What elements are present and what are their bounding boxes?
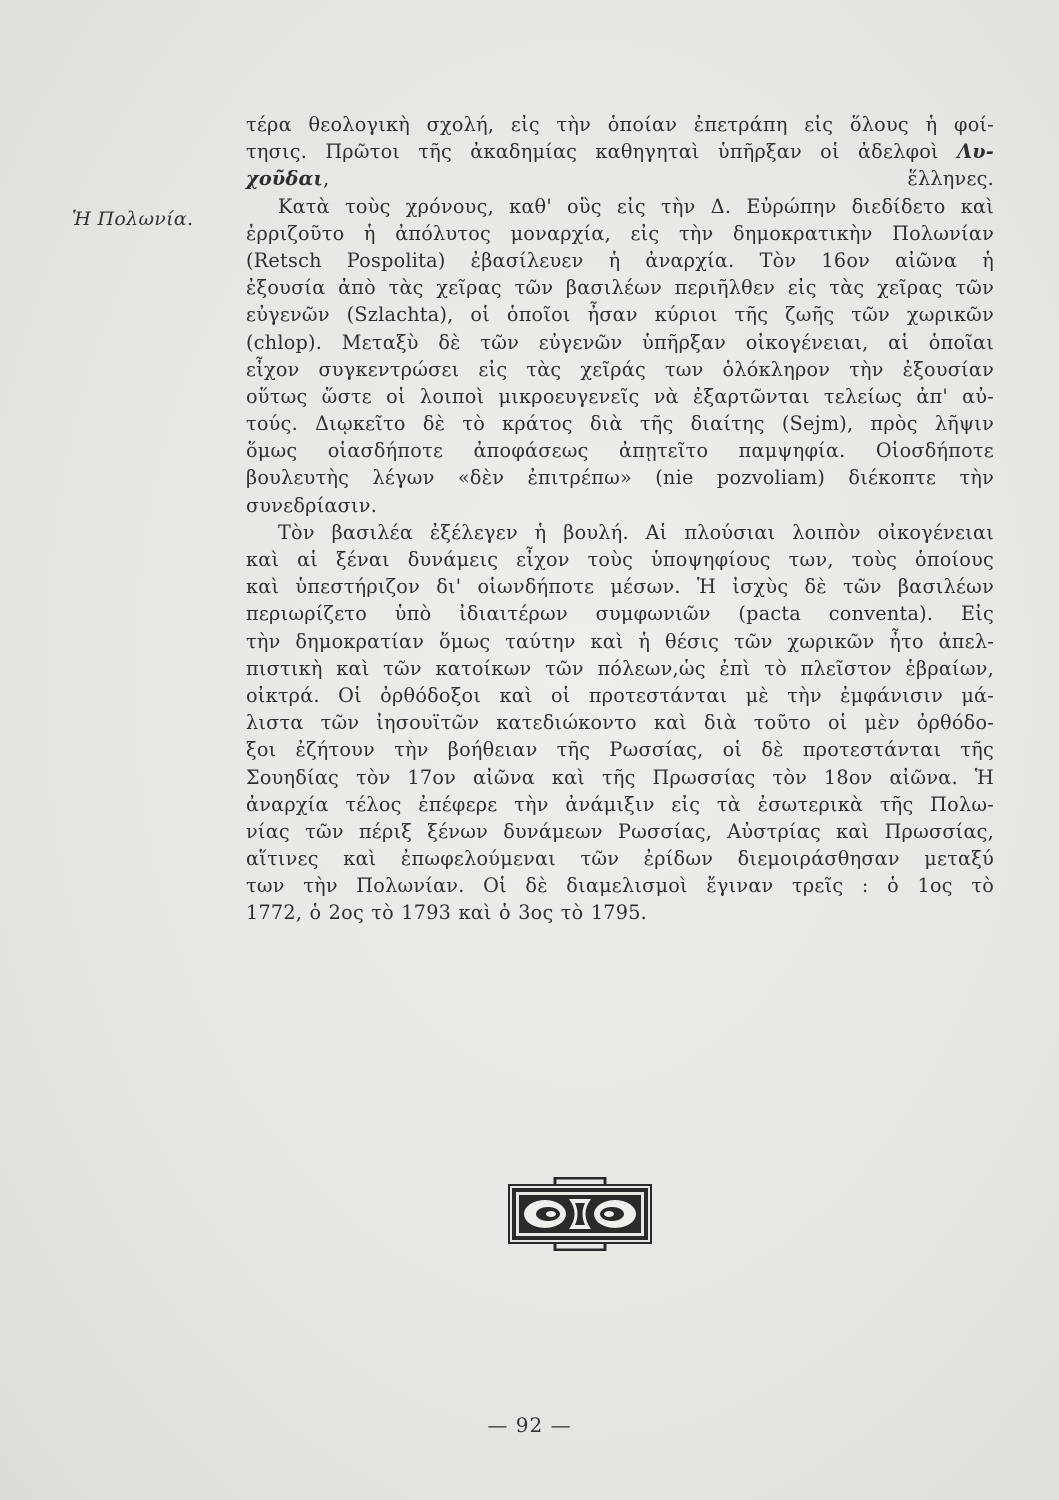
line-text: νίας τῶν πέριξ ξένων δυνάμεων Ρωσσίας, Αὐστρίας καὶ Πρωσσίας, [246, 819, 994, 843]
text-line [246, 356, 994, 383]
text-line [246, 655, 994, 682]
line-text: των τὴν Πολωνίαν. Οἱ δὲ διαμελισμοὶ ἔγιναν τρεῖς : ὁ 1ος τὸ [246, 874, 994, 898]
bold-name: χοῦδαι [246, 167, 324, 191]
line-text: ἐξουσία ἀπὸ τὰς χεῖρας τῶν βασιλέων περιῆλθεν εἰς τὰς χεῖρας τῶν [246, 276, 994, 300]
text-line [246, 138, 994, 165]
text-line [246, 383, 994, 410]
text-line [246, 111, 994, 138]
text-line [246, 764, 994, 791]
decorative-ornament-icon [507, 1177, 653, 1251]
text-line [246, 600, 994, 627]
text-line [246, 818, 994, 845]
line-text: 1772, ὁ 2ος τὸ 1793 καὶ ὁ 3ος τὸ 1795. [246, 901, 648, 925]
text-line [246, 301, 994, 328]
line-text: λιστα τῶν ἰησουϊτῶν κατεδιώκοντο καὶ διὰ τοῦτο οἱ μὲν ὀρθόδο- [246, 711, 994, 735]
text-line [246, 410, 994, 437]
text-line [246, 736, 994, 763]
text-line [246, 220, 994, 247]
text-line [246, 845, 994, 872]
text-line [246, 573, 994, 600]
text-line [246, 437, 994, 464]
line-text: ξοι ἐζήτουν τὴν βοήθειαν τῆς Ρωσσίας, οἱ δὲ προτεστάνται τῆς [246, 738, 994, 762]
line-text: εὐγενῶν (Szlachta), οἱ ὁποῖοι ἦσαν κύριοι τῆς ζωῆς τῶν χωρικῶν [246, 303, 994, 327]
line-text: (Retsch Pospolita) ἐβασίλευεν ἡ ἀναρχία. Τὸν 16ον αἰῶνα ἡ [246, 248, 994, 272]
line-text: εἶχον συγκεντρώσει εἰς τὰς χεῖράς των ὁλόκληρον τὴν ἐξουσίαν [246, 357, 994, 381]
bold-name: Λυ- [957, 140, 994, 164]
line-text: ὅμως οἱασδήποτε ἀποφάσεως ἀπῃτεῖτο παμψηφία. Οἱοσδήποτε [246, 439, 994, 463]
text-line [246, 492, 994, 519]
margin-note: Ἡ Πολωνία. [72, 208, 194, 230]
line-text: πιστικὴ καὶ τῶν κατοίκων τῶν πόλεων,ὡς ἐπὶ τὸ πλεῖστον ἑβραίων, [246, 656, 994, 680]
text-line [246, 709, 994, 736]
line-text: τὴν δημοκρατίαν ὅμως ταύτην καὶ ἡ θέσις τῶν χωρικῶν ἦτο ἀπελ- [246, 629, 994, 653]
line-text: Τὸν βασιλέα ἐξέλεγεν ἡ βουλή. Αἱ πλούσιαι λοιπὸν οἰκογένειαι [278, 520, 994, 544]
line-text: καὶ ὑπεστήριζον δι' οἱωνδήποτε μέσων. Ἡ ἰσχὺς δὲ τῶν βασιλέων [246, 575, 994, 599]
line-text: οἰκτρά. Οἱ ὀρθόδοξοι καὶ οἱ προτεστάνται μὲ τὴν ἐμφάνισιν μά- [246, 683, 994, 707]
line-text: βουλευτὴς λέγων «δὲν ἐπιτρέπω» (nie pozvoliam) διέκοπτε τὴν [246, 466, 994, 490]
line-text: τέρα θεολογικὴ σχολή, εἰς τὴν ὁποίαν ἐπετράπη εἰς ὅλους ἡ φοί- [246, 113, 994, 136]
line-text: οὕτως ὥστε οἱ λοιποὶ μικροευγενεῖς νὰ ἐξαρτῶνται τελείως ἀπ' αὐ- [246, 384, 994, 408]
line-text: Κατὰ τοὺς χρόνους, καθ' οὓς εἰς τὴν Δ. Εὐρώπην διεδίδετο καὶ [278, 194, 994, 218]
text-line [246, 682, 994, 709]
text-line [246, 247, 994, 274]
text-line [246, 546, 994, 573]
line-text: (chlop). Μεταξὺ δὲ τῶν εὐγενῶν ὑπῆρξαν οἰκογένειαι, αἱ ὁποῖαι [246, 330, 994, 354]
text-line [246, 899, 994, 926]
line-text: συνεδρίασιν. [246, 493, 378, 517]
line-text: τησις. Πρῶτοι τῆς ἀκαδημίας καθηγηταὶ ὑπῆρξαν οἱ ἀδελφοὶ [246, 140, 939, 164]
text-line [246, 193, 994, 220]
text-line [246, 519, 994, 546]
text-line [246, 274, 994, 301]
text-line [246, 464, 994, 491]
text-line [246, 628, 994, 655]
text-line [246, 872, 994, 899]
line-text: ἀναρχία τέλος ἐπέφερε τὴν ἀνάμιξιν εἰς τὰ ἐσωτερικὰ τῆς Πολω- [246, 792, 994, 816]
line-text: ἐρριζοῦτο ἡ ἀπόλυτος μοναρχία, εἰς τὴν δημοκρατικὴν Πολωνίαν [246, 221, 994, 245]
text-line [246, 165, 994, 192]
line-text: περιωρίζετο ὑπὸ ἰδιαιτέρων συμφωνιῶν (pacta conventa). Εἰς [246, 602, 994, 626]
line-text: , ἕλληνες. [323, 167, 994, 191]
page-number: — 92 — [487, 1413, 572, 1437]
body-text [246, 111, 994, 927]
line-text: τούς. Διῳκεῖτο δὲ τὸ κράτος διὰ τῆς διαίτης (Sejm), πρὸς λῆψιν [246, 412, 994, 436]
text-line [246, 329, 994, 356]
line-text: Σουηδίας τὸν 17ον αἰῶνα καὶ τῆς Πρωσσίας τὸν 18ον αἰῶνα. Ἡ [246, 765, 994, 789]
text-line [246, 791, 994, 818]
line-text: καὶ αἱ ξέναι δυνάμεις εἶχον τοὺς ὑποψηφίους των, τοὺς ὁποίους [246, 548, 994, 571]
line-text: αἵτινες καὶ ἐπωφελούμεναι τῶν ἐρίδων διεμοιράσθησαν μεταξύ [246, 847, 994, 871]
